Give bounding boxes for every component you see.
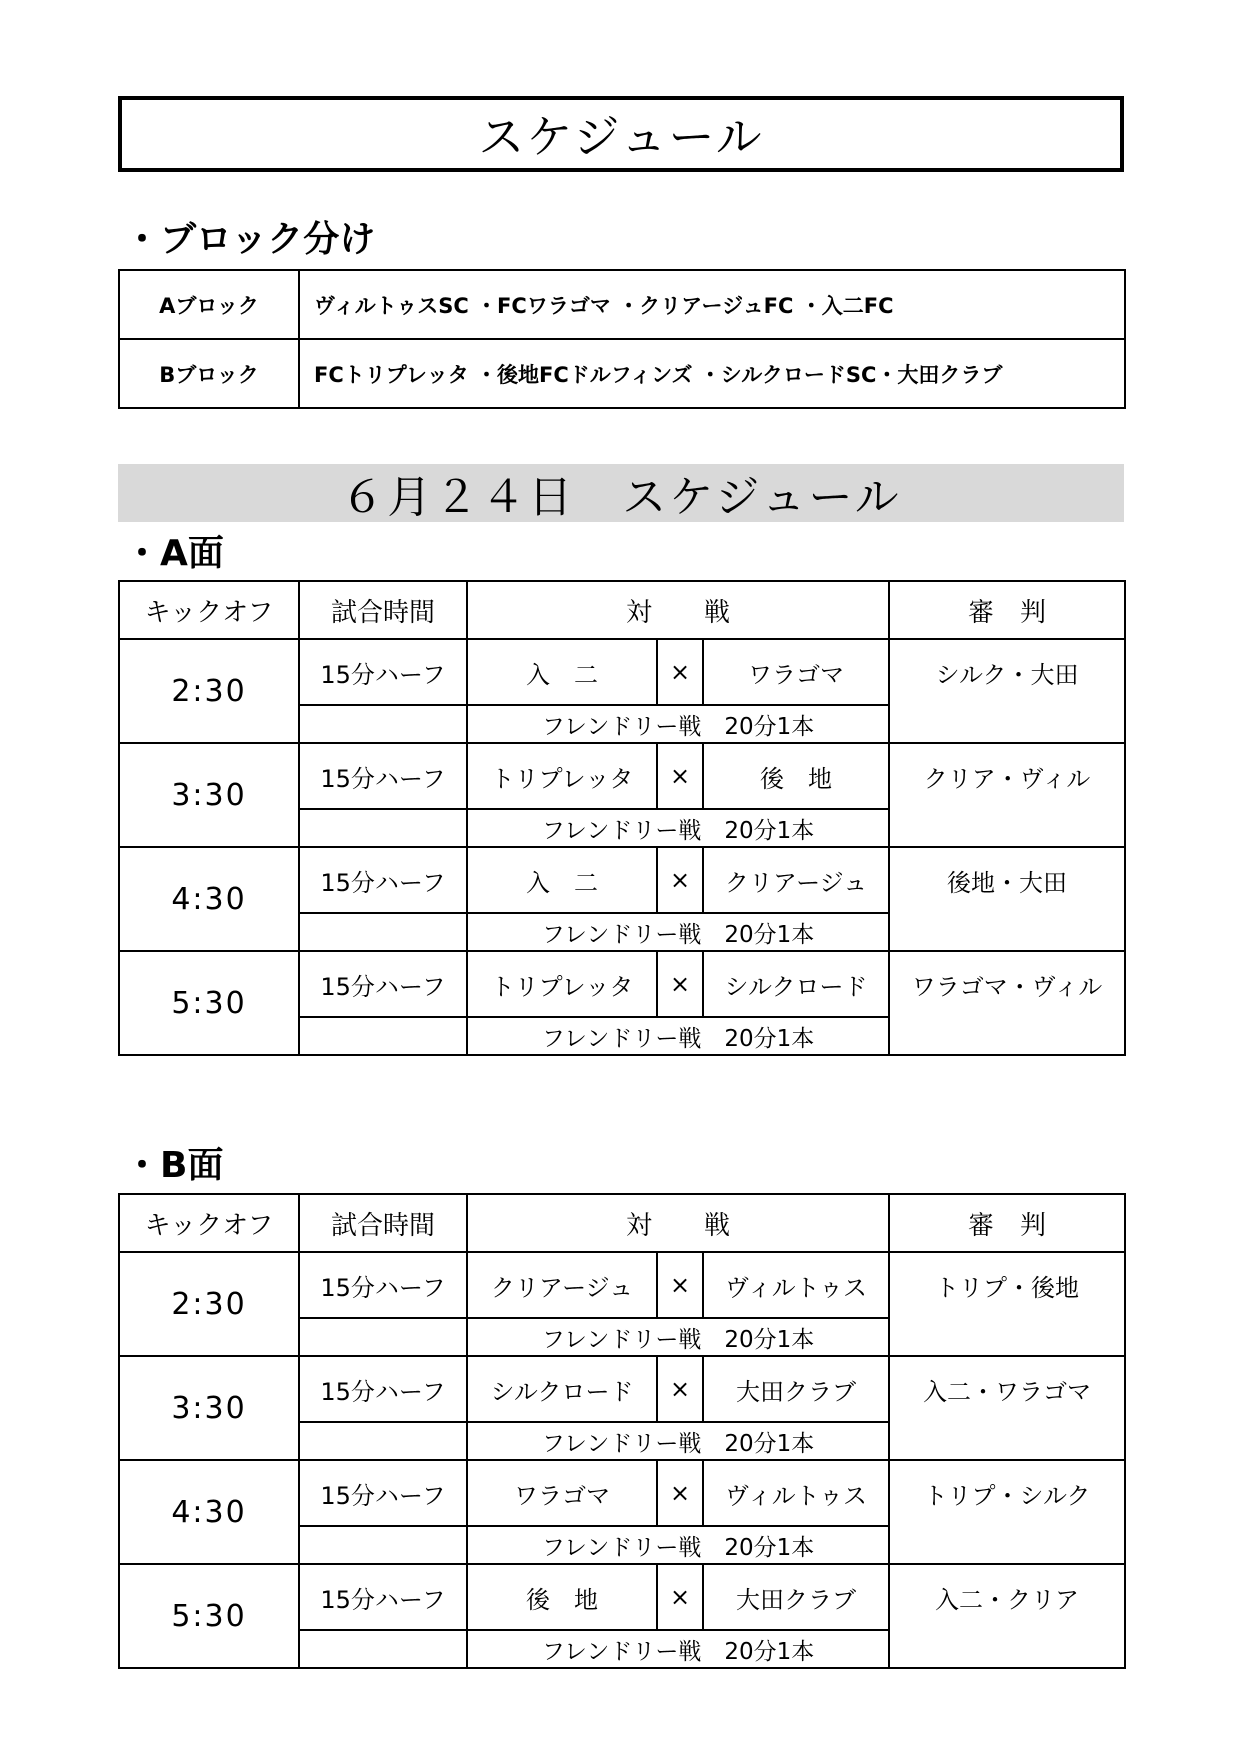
away-team: ヴィルトゥス bbox=[703, 1460, 889, 1526]
match-row bbox=[119, 1460, 1125, 1526]
away-team: ワラゴマ bbox=[703, 639, 889, 705]
friendly-referee-empty bbox=[889, 913, 1125, 951]
page-title: スケジュール bbox=[118, 96, 1124, 172]
versus-mark: × bbox=[657, 847, 703, 913]
referee-teams: 入二・ワラゴマ bbox=[889, 1356, 1125, 1422]
kickoff-time: 3:30 bbox=[119, 743, 299, 847]
friendly-match: フレンドリー戦 20分1本 bbox=[467, 1318, 889, 1356]
friendly-referee-empty bbox=[889, 1526, 1125, 1564]
kickoff-time: 4:30 bbox=[119, 1460, 299, 1564]
duration-header: 試合時間 bbox=[299, 581, 467, 639]
header-row bbox=[119, 1194, 1125, 1252]
away-team: 後 地 bbox=[703, 743, 889, 809]
home-team: クリアージュ bbox=[467, 1252, 657, 1318]
referee-teams: トリプ・シルク bbox=[889, 1460, 1125, 1526]
friendly-duration-empty bbox=[299, 1526, 467, 1564]
block-row bbox=[119, 339, 1125, 408]
match-row bbox=[119, 1564, 1125, 1630]
home-team: トリプレッタ bbox=[467, 743, 657, 809]
match-duration: 15分ハーフ bbox=[299, 1356, 467, 1422]
block-name: Aブロック bbox=[119, 270, 299, 339]
match-duration: 15分ハーフ bbox=[299, 1252, 467, 1318]
kickoff-header: キックオフ bbox=[119, 1194, 299, 1252]
duration-header: 試合時間 bbox=[299, 1194, 467, 1252]
kickoff-time: 3:30 bbox=[119, 1356, 299, 1460]
match-header: 対 戦 bbox=[467, 1194, 889, 1252]
home-team: ワラゴマ bbox=[467, 1460, 657, 1526]
referee-teams: 入二・クリア bbox=[889, 1564, 1125, 1630]
away-team: ヴィルトゥス bbox=[703, 1252, 889, 1318]
friendly-match: フレンドリー戦 20分1本 bbox=[467, 705, 889, 743]
friendly-match: フレンドリー戦 20分1本 bbox=[467, 1422, 889, 1460]
away-team: 大田クラブ bbox=[703, 1564, 889, 1630]
versus-mark: × bbox=[657, 951, 703, 1017]
court-b-heading: ・B面 bbox=[124, 1145, 224, 1186]
versus-mark: × bbox=[657, 743, 703, 809]
referee-teams: トリプ・後地 bbox=[889, 1252, 1125, 1318]
match-row bbox=[119, 639, 1125, 705]
friendly-referee-empty bbox=[889, 1422, 1125, 1460]
home-team: 後 地 bbox=[467, 1564, 657, 1630]
kickoff-time: 2:30 bbox=[119, 1252, 299, 1356]
block-row bbox=[119, 270, 1125, 339]
match-header: 対 戦 bbox=[467, 581, 889, 639]
friendly-match: フレンドリー戦 20分1本 bbox=[467, 1630, 889, 1668]
kickoff-time: 4:30 bbox=[119, 847, 299, 951]
match-duration: 15分ハーフ bbox=[299, 1460, 467, 1526]
referee-header: 審 判 bbox=[889, 581, 1125, 639]
header-row bbox=[119, 581, 1125, 639]
friendly-match: フレンドリー戦 20分1本 bbox=[467, 1017, 889, 1055]
match-row bbox=[119, 847, 1125, 913]
referee-teams: ワラゴマ・ヴィル bbox=[889, 951, 1125, 1017]
match-duration: 15分ハーフ bbox=[299, 951, 467, 1017]
kickoff-time: 2:30 bbox=[119, 639, 299, 743]
block-name: Bブロック bbox=[119, 339, 299, 408]
friendly-duration-empty bbox=[299, 809, 467, 847]
away-team: 大田クラブ bbox=[703, 1356, 889, 1422]
friendly-duration-empty bbox=[299, 705, 467, 743]
away-team: シルクロード bbox=[703, 951, 889, 1017]
versus-mark: × bbox=[657, 1564, 703, 1630]
kickoff-header: キックオフ bbox=[119, 581, 299, 639]
referee-header: 審 判 bbox=[889, 1194, 1125, 1252]
friendly-referee-empty bbox=[889, 705, 1125, 743]
referee-teams: 後地・大田 bbox=[889, 847, 1125, 913]
home-team: トリプレッタ bbox=[467, 951, 657, 1017]
match-duration: 15分ハーフ bbox=[299, 847, 467, 913]
friendly-duration-empty bbox=[299, 1017, 467, 1055]
kickoff-time: 5:30 bbox=[119, 951, 299, 1055]
friendly-referee-empty bbox=[889, 1017, 1125, 1055]
court-a-schedule-table bbox=[118, 580, 1126, 1056]
versus-mark: × bbox=[657, 1356, 703, 1422]
home-team: 入 二 bbox=[467, 847, 657, 913]
friendly-duration-empty bbox=[299, 1630, 467, 1668]
match-row bbox=[119, 743, 1125, 809]
home-team: 入 二 bbox=[467, 639, 657, 705]
block-section-heading: ・ブロック分け bbox=[124, 219, 376, 260]
friendly-match: フレンドリー戦 20分1本 bbox=[467, 1526, 889, 1564]
kickoff-time: 5:30 bbox=[119, 1564, 299, 1668]
friendly-duration-empty bbox=[299, 913, 467, 951]
friendly-match: フレンドリー戦 20分1本 bbox=[467, 913, 889, 951]
friendly-referee-empty bbox=[889, 809, 1125, 847]
court-a-heading: ・A面 bbox=[124, 533, 224, 574]
friendly-referee-empty bbox=[889, 1630, 1125, 1668]
match-duration: 15分ハーフ bbox=[299, 639, 467, 705]
versus-mark: × bbox=[657, 1460, 703, 1526]
court-b-schedule-table bbox=[118, 1193, 1126, 1669]
friendly-duration-empty bbox=[299, 1422, 467, 1460]
match-row bbox=[119, 1356, 1125, 1422]
friendly-duration-empty bbox=[299, 1318, 467, 1356]
block-table bbox=[118, 269, 1126, 409]
block-teams: FCトリプレッタ ・後地FCドルフィンズ ・シルクロードSC・大田クラブ bbox=[299, 339, 1125, 408]
match-row bbox=[119, 1252, 1125, 1318]
away-team: クリアージュ bbox=[703, 847, 889, 913]
home-team: シルクロード bbox=[467, 1356, 657, 1422]
friendly-referee-empty bbox=[889, 1318, 1125, 1356]
day-title: ６月２４日 スケジュール bbox=[118, 464, 1124, 522]
match-row bbox=[119, 951, 1125, 1017]
match-duration: 15分ハーフ bbox=[299, 743, 467, 809]
block-teams: ヴィルトゥスSC ・FCワラゴマ ・クリアージュFC ・入二FC bbox=[299, 270, 1125, 339]
friendly-match: フレンドリー戦 20分1本 bbox=[467, 809, 889, 847]
versus-mark: × bbox=[657, 1252, 703, 1318]
match-duration: 15分ハーフ bbox=[299, 1564, 467, 1630]
referee-teams: クリア・ヴィル bbox=[889, 743, 1125, 809]
versus-mark: × bbox=[657, 639, 703, 705]
referee-teams: シルク・大田 bbox=[889, 639, 1125, 705]
